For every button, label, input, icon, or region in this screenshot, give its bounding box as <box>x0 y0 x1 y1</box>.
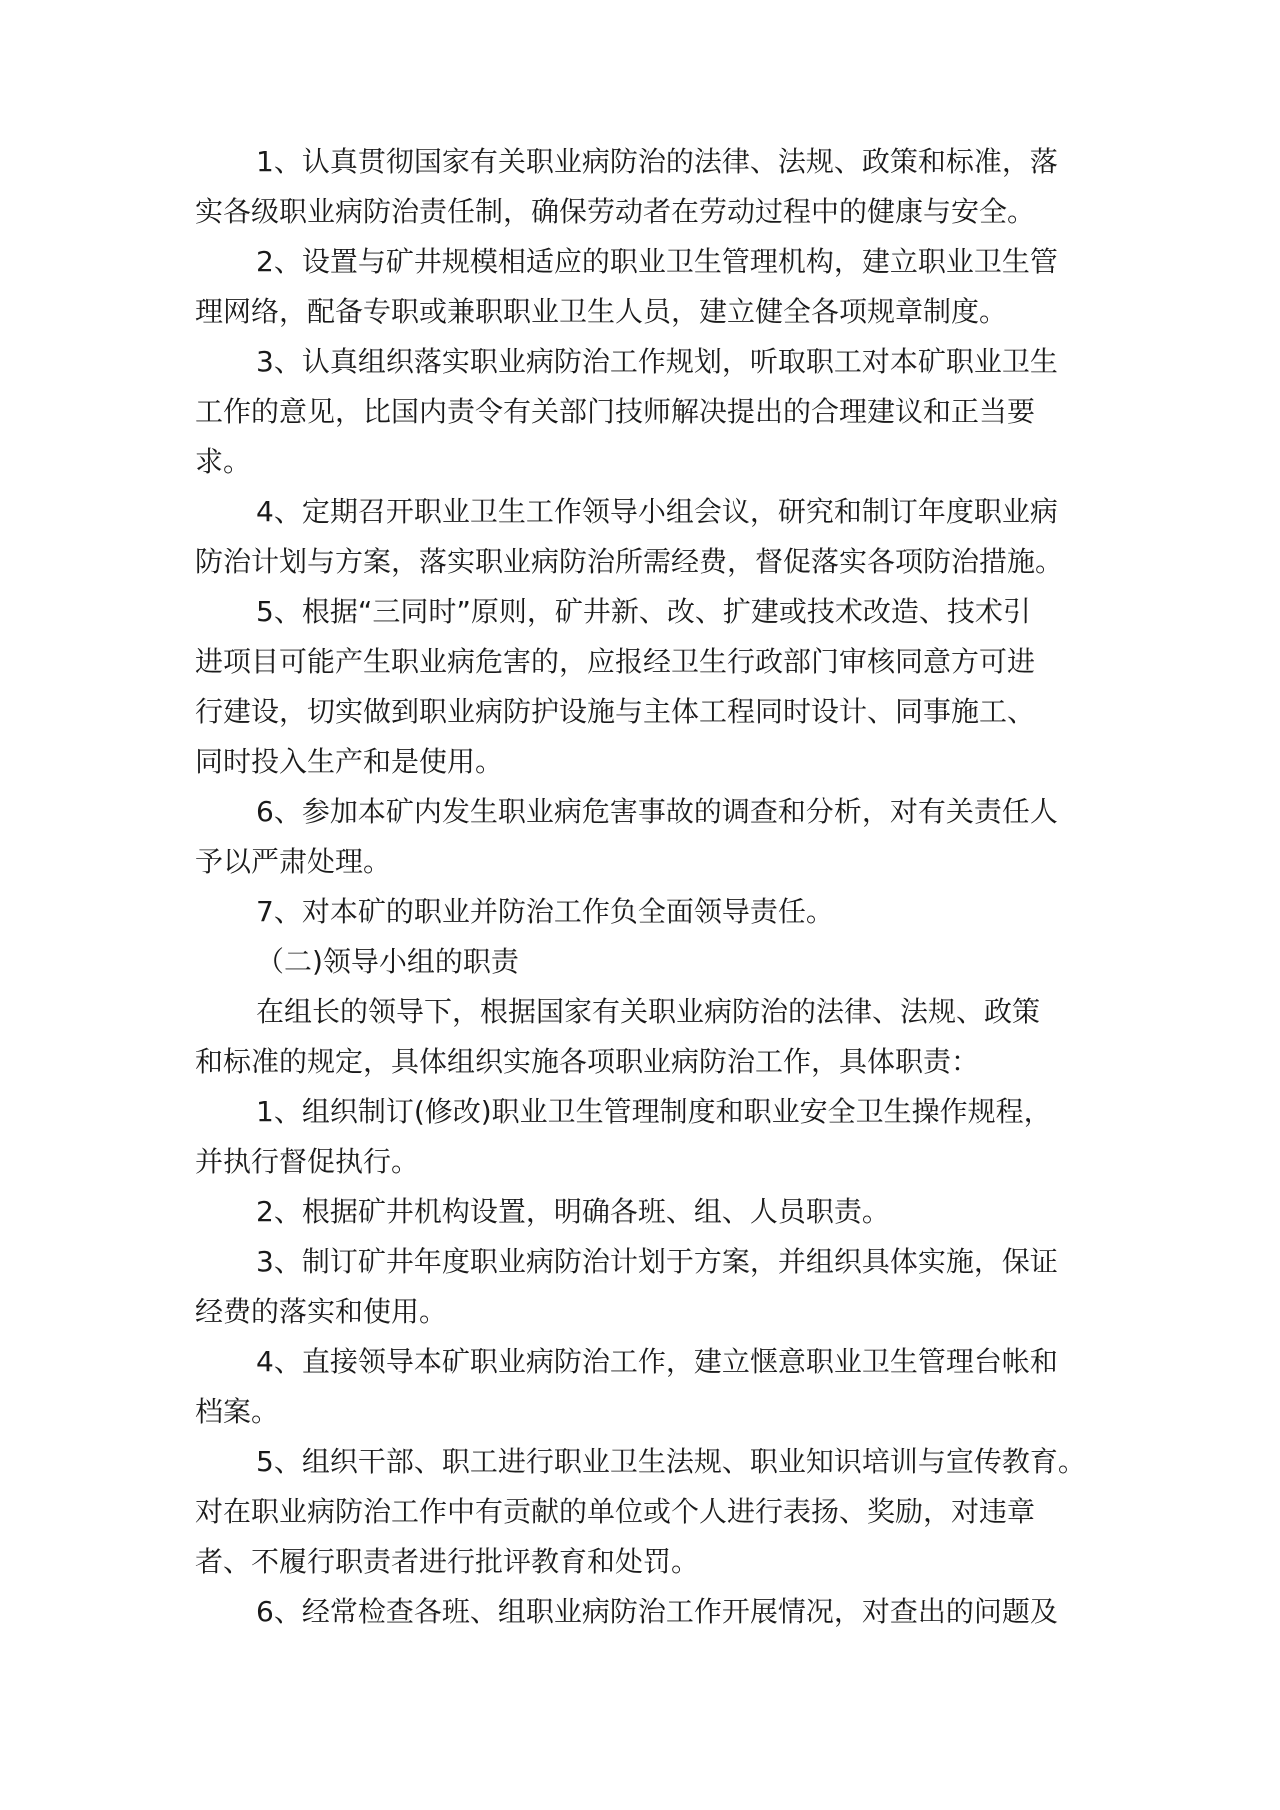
text-line: 经费的落实和使用。 <box>195 1295 448 1328</box>
text-line: 行建设，切实做到职业病防护设施与主体工程同时设计、同事施工、 <box>195 695 1036 728</box>
text-line: 2、根据矿井机构设置，明确各班、组、人员职责。 <box>256 1195 890 1228</box>
text-line: 进项目可能产生职业病危害的，应报经卫生行政部门审核同意方可进 <box>195 645 1036 678</box>
text-line: 7、对本矿的职业并防治工作负全面领导责任。 <box>256 895 834 928</box>
text-line: 1、认真贯彻国家有关职业病防治的法律、法规、政策和标准，落 <box>256 145 1058 178</box>
text-line: 工作的意见，比国内责令有关部门技师解决提出的合理建议和正当要 <box>195 395 1036 428</box>
text-line: 3、认真组织落实职业病防治工作规划，听取职工对本矿职业卫生 <box>256 345 1058 378</box>
text-line: 3、制订矿井年度职业病防治计划于方案，并组织具体实施，保证 <box>256 1245 1058 1278</box>
text-line: 和标准的规定，具体组织实施各项职业病防治工作，具体职责： <box>195 1045 980 1078</box>
text-line: 防治计划与方案，落实职业病防治所需经费，督促落实各项防治措施。 <box>195 545 1064 578</box>
section-heading: （二)领导小组的职责 <box>256 945 519 978</box>
text-line: 在组长的领导下，根据国家有关职业病防治的法律、法规、政策 <box>256 995 1041 1028</box>
text-line: 求。 <box>195 445 252 478</box>
text-line: 对在职业病防治工作中有贡献的单位或个人进行表扬、奖励，对违章 <box>195 1495 1036 1528</box>
text-line: 理网络，配备专职或兼职职业卫生人员，建立健全各项规章制度。 <box>195 295 1008 328</box>
text-line: 4、直接领导本矿职业病防治工作，建立惬意职业卫生管理台帐和 <box>256 1345 1058 1378</box>
text-line: 2、设置与矿井规模相适应的职业卫生管理机构，建立职业卫生管 <box>256 245 1058 278</box>
text-line: 予以严肃处理。 <box>195 845 392 878</box>
text-line: 4、定期召开职业卫生工作领导小组会议，研究和制订年度职业病 <box>256 495 1058 528</box>
text-line: 5、组织干部、职工进行职业卫生法规、职业知识培训与宣传教育。 <box>256 1445 1086 1478</box>
text-line: 5、根据“三同时”原则，矿井新、改、扩建或技术改造、技术引 <box>256 595 1031 628</box>
text-line: 同时投入生产和是使用。 <box>195 745 504 778</box>
text-line: 并执行督促执行。 <box>195 1145 420 1178</box>
text-line: 6、参加本矿内发生职业病危害事故的调查和分析，对有关责任人 <box>256 795 1058 828</box>
text-line: 6、经常检查各班、组职业病防治工作开展情况，对查出的问题及 <box>256 1595 1058 1628</box>
text-line: 1、组织制订(修改)职业卫生管理制度和职业安全卫生操作规程， <box>256 1095 1052 1128</box>
text-line: 档案。 <box>195 1395 280 1428</box>
text-line: 者、不履行职责者进行批评教育和处罚。 <box>195 1545 700 1578</box>
text-line: 实各级职业病防治责任制，确保劳动者在劳动过程中的健康与安全。 <box>195 195 1036 228</box>
